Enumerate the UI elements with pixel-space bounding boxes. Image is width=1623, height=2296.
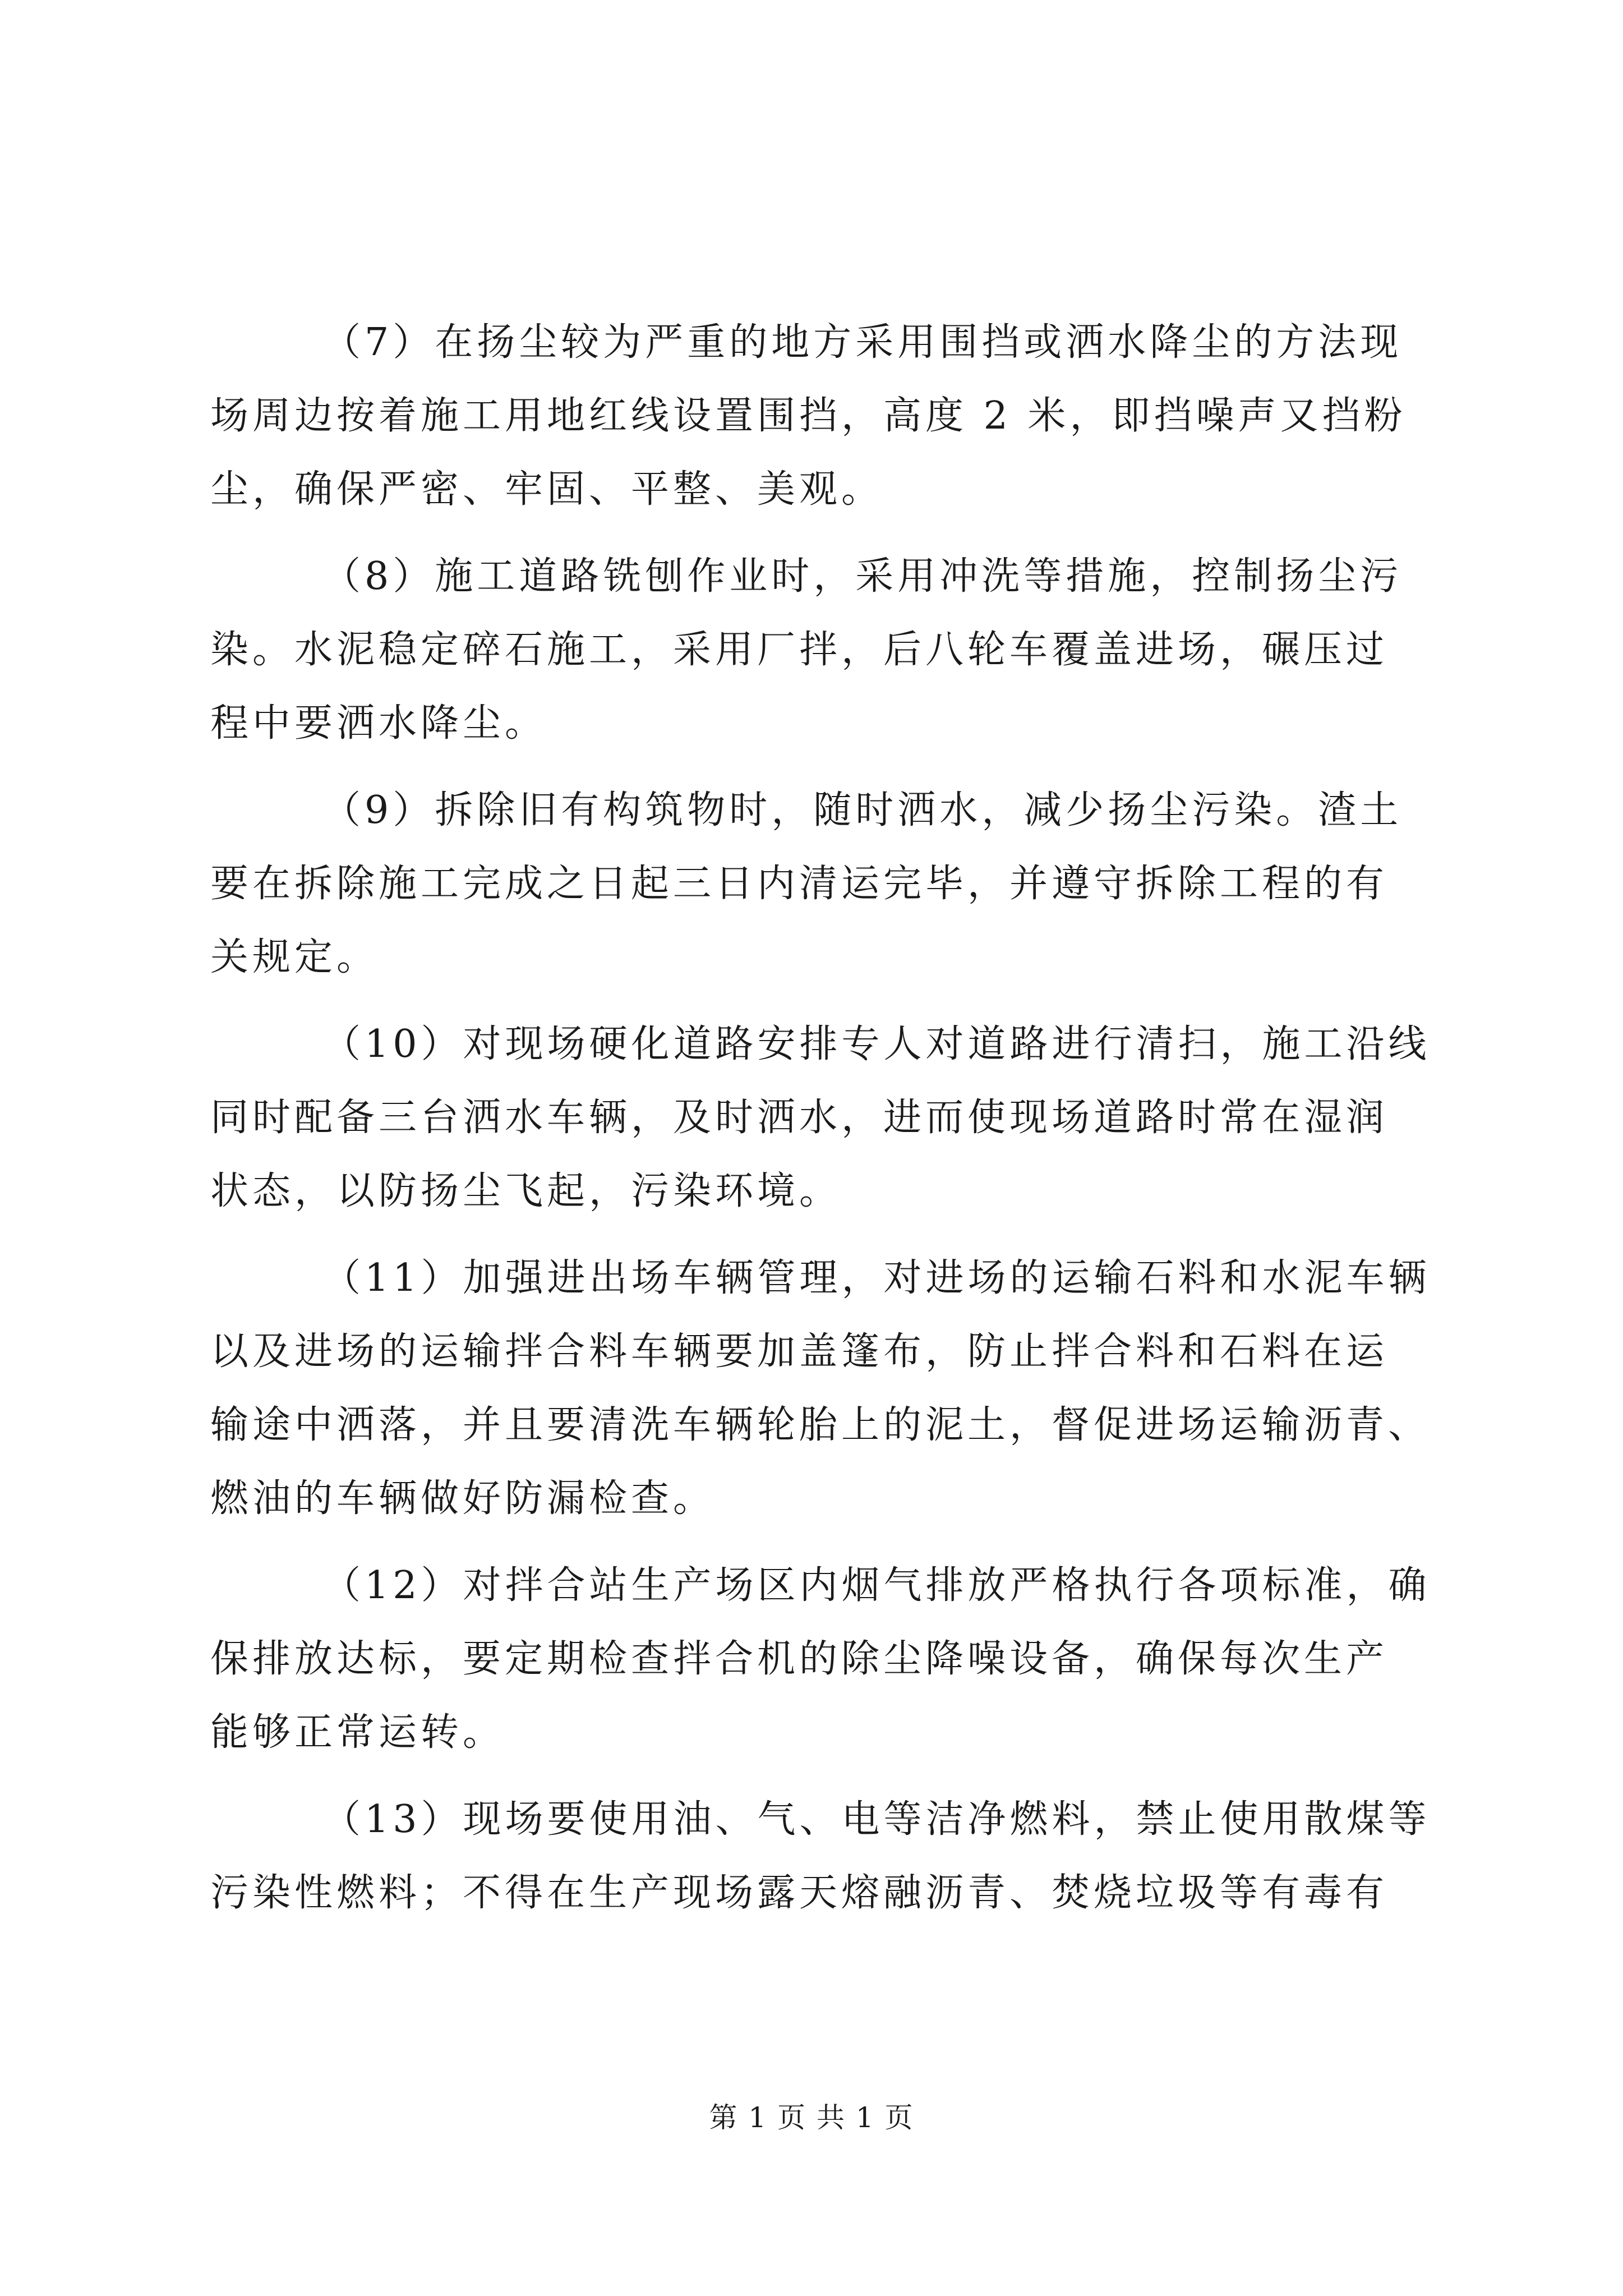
text-line: （10）对现场硬化道路安排专人对道路进行清扫，施工沿线 <box>322 1022 1431 1066</box>
text-line: 保排放达标，要定期检查拌合机的除尘降噪设备，确保每次生产 <box>210 1637 1389 1681</box>
paragraph <box>210 1549 1431 1769</box>
text-line: 程中要洒水降尘。 <box>210 701 547 746</box>
text-line: 关规定。 <box>210 935 379 979</box>
text-line: （8）施工道路铣刨作业时，采用冲洗等措施，控制扬尘污 <box>322 554 1403 599</box>
text-line: 要在拆除施工完成之日起三日内清运完毕，并遵守拆除工程的有 <box>210 862 1389 906</box>
text-line: 能够正常运转。 <box>210 1710 505 1755</box>
text-line: （12）对拌合站生产场区内烟气排放严格执行各项标准，确 <box>322 1563 1431 1608</box>
document-body <box>210 306 1431 1943</box>
paragraph <box>210 540 1424 760</box>
text-line: 污染性燃料；不得在生产现场露天熔融沥青、焚烧垃圾等有毒有 <box>210 1871 1389 1915</box>
paragraph <box>210 1007 1431 1228</box>
text-line: 燃油的车辆做好防漏检查。 <box>210 1476 716 1521</box>
text-line: 场周边按着施工用地红线设置围挡，高度 2 米，即挡噪声又挡粉 <box>210 394 1407 438</box>
text-line: 尘，确保严密、牢固、平整、美观。 <box>210 467 884 512</box>
text-line: 以及进场的运输拌合料车辆要加盖篷布，防止拌合料和石料在运 <box>210 1329 1389 1374</box>
text-line: 染。水泥稳定碎石施工，采用厂拌，后八轮车覆盖进场，碾压过 <box>210 628 1389 672</box>
text-line: （13）现场要使用油、气、电等洁净燃料，禁止使用散煤等 <box>322 1797 1431 1842</box>
paragraph <box>210 1783 1431 1930</box>
paragraph <box>210 1241 1431 1535</box>
text-line: （9）拆除旧有构筑物时，随时洒水，减少扬尘污染。渣土 <box>322 788 1403 832</box>
paragraph <box>210 774 1424 994</box>
text-line: （7）在扬尘较为严重的地方采用围挡或洒水降尘的方法现 <box>322 320 1403 365</box>
text-line: 状态，以防扬尘飞起，污染环境。 <box>210 1169 842 1213</box>
paragraph <box>210 306 1424 526</box>
text-line: 同时配备三台洒水车辆，及时洒水，进而使现场道路时常在湿润 <box>210 1096 1389 1140</box>
text-line: 输途中洒落，并且要清洗车辆轮胎上的泥土，督促进场运输沥青、 <box>210 1403 1431 1447</box>
text-line: （11）加强进出场车辆管理，对进场的运输石料和水泥车辆 <box>322 1256 1431 1300</box>
page-footer: 第 1 页 共 1 页 <box>709 2101 914 2134</box>
